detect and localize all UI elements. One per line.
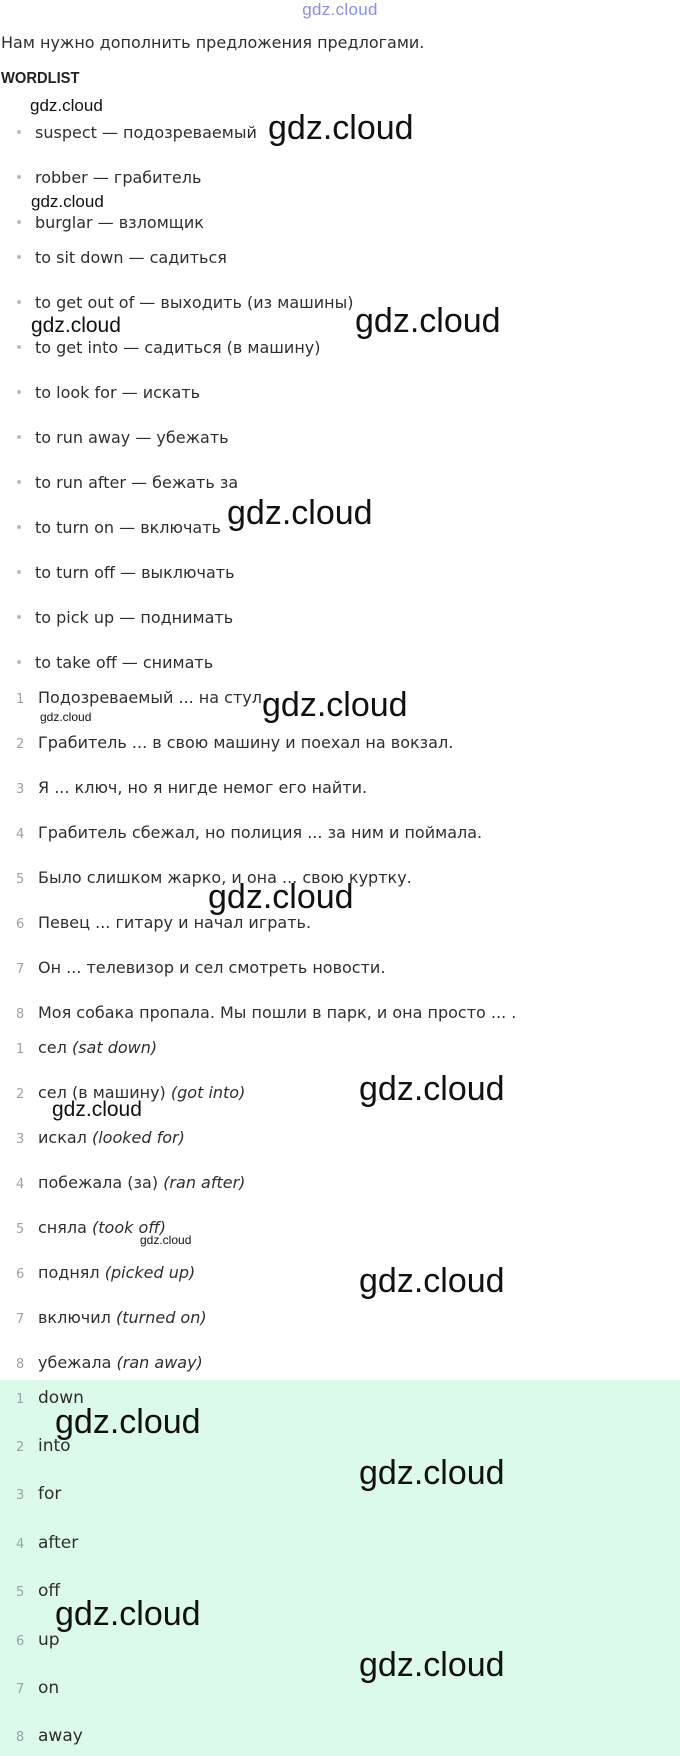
- watermark: gdz.cloud: [40, 710, 92, 724]
- translation-item: 4 побежала (за) (ran after): [16, 1173, 246, 1192]
- wordlist-item: to look for — искать: [14, 381, 200, 405]
- watermark: gdz.cloud: [227, 494, 373, 532]
- wordlist-item: to get out of — выходить (из машины): [14, 291, 354, 315]
- translation-item: 5 сняла (took off): [16, 1218, 167, 1237]
- sentence-item: 5 Было слишком жарко, и она ... свою куртку.: [16, 868, 412, 887]
- bullet-icon: [17, 525, 21, 529]
- answer-item: 1 down: [16, 1388, 84, 1408]
- sentence-item: 2 Грабитель ... в свою машину и поехал на вокзал.: [16, 733, 454, 752]
- watermark: gdz.cloud: [359, 1262, 505, 1300]
- site-logo[interactable]: gdz.cloud: [302, 0, 378, 19]
- bullet-icon: [17, 175, 21, 179]
- wordlist-item: to take off — снимать: [14, 651, 213, 675]
- watermark: gdz.cloud: [52, 1098, 142, 1121]
- bullet-icon: [17, 220, 21, 224]
- watermark: gdz.cloud: [268, 109, 414, 147]
- answer-item: 7 on: [16, 1678, 60, 1698]
- bullet-icon: [17, 390, 21, 394]
- bullet-icon: [17, 130, 21, 134]
- wordlist-item: to sit down — садиться: [14, 246, 227, 270]
- sentence-item: 7 Он ... телевизор и сел смотреть новости.: [16, 958, 386, 977]
- watermark: gdz.cloud: [31, 192, 104, 211]
- sentence-item: 3 Я ... ключ, но я нигде немог его найти.: [16, 778, 368, 797]
- wordlist-item: robber — грабитель: [14, 166, 201, 190]
- answer-item: 6 up: [16, 1630, 60, 1650]
- watermark: gdz.cloud: [55, 1403, 201, 1441]
- task-intro: Нам нужно дополнить предложения предлогами.: [1, 33, 425, 52]
- watermark: gdz.cloud: [208, 878, 354, 916]
- answer-item: 8 away: [16, 1726, 83, 1746]
- bullet-icon: [17, 300, 21, 304]
- wordlist-item: suspect — подозреваемый: [14, 121, 257, 145]
- translation-item: 1 сел (sat down): [16, 1038, 158, 1057]
- watermark: gdz.cloud: [140, 1233, 192, 1247]
- answer-item: 4 after: [16, 1533, 79, 1553]
- answer-item: 2 into: [16, 1436, 71, 1456]
- wordlist-item: burglar — взломщик: [14, 211, 204, 235]
- watermark: gdz.cloud: [31, 314, 121, 337]
- answer-item: 3 for: [16, 1484, 62, 1504]
- translation-item: 7 включил (turned on): [16, 1308, 207, 1327]
- wordlist-item: to turn off — выключать: [14, 561, 235, 585]
- sentence-item: 6 Певец ... гитару и начал играть.: [16, 913, 312, 932]
- watermark: gdz.cloud: [359, 1070, 505, 1108]
- wordlist-title: WORDLIST: [1, 70, 80, 87]
- bullet-icon: [17, 615, 21, 619]
- wordlist-item: to run away — убежать: [14, 426, 229, 450]
- bullet-icon: [17, 570, 21, 574]
- bullet-icon: [17, 435, 21, 439]
- watermark: gdz.cloud: [30, 96, 103, 115]
- watermark: gdz.cloud: [262, 686, 408, 724]
- watermark: gdz.cloud: [359, 1454, 505, 1492]
- wordlist-item: to pick up — поднимать: [14, 606, 233, 630]
- translation-item: 6 поднял (picked up): [16, 1263, 196, 1282]
- translation-item: 3 искал (looked for): [16, 1128, 185, 1147]
- watermark: gdz.cloud: [355, 302, 501, 340]
- sentence-item: 8 Моя собака пропала. Мы пошли в парк, и она просто ... .: [16, 1003, 517, 1022]
- wordlist-item: to run after — бежать за: [14, 471, 238, 495]
- watermark: gdz.cloud: [55, 1595, 201, 1633]
- sentence-item: 4 Грабитель сбежал, но полиция ... за ним и поймала.: [16, 823, 483, 842]
- translation-item: 8 убежала (ran away): [16, 1353, 203, 1372]
- wordlist-item: to get into — садиться (в машину): [14, 336, 321, 360]
- translation-item: 2 сел (в машину) (got into): [16, 1083, 246, 1102]
- wordlist-item: to turn on — включать: [14, 516, 221, 540]
- bullet-icon: [17, 660, 21, 664]
- sentence-item: 1 Подозреваемый ... на стул.: [16, 688, 268, 707]
- answer-item: 5 off: [16, 1581, 61, 1601]
- watermark: gdz.cloud: [359, 1646, 505, 1684]
- bullet-icon: [17, 255, 21, 259]
- bullet-icon: [17, 480, 21, 484]
- bullet-icon: [17, 345, 21, 349]
